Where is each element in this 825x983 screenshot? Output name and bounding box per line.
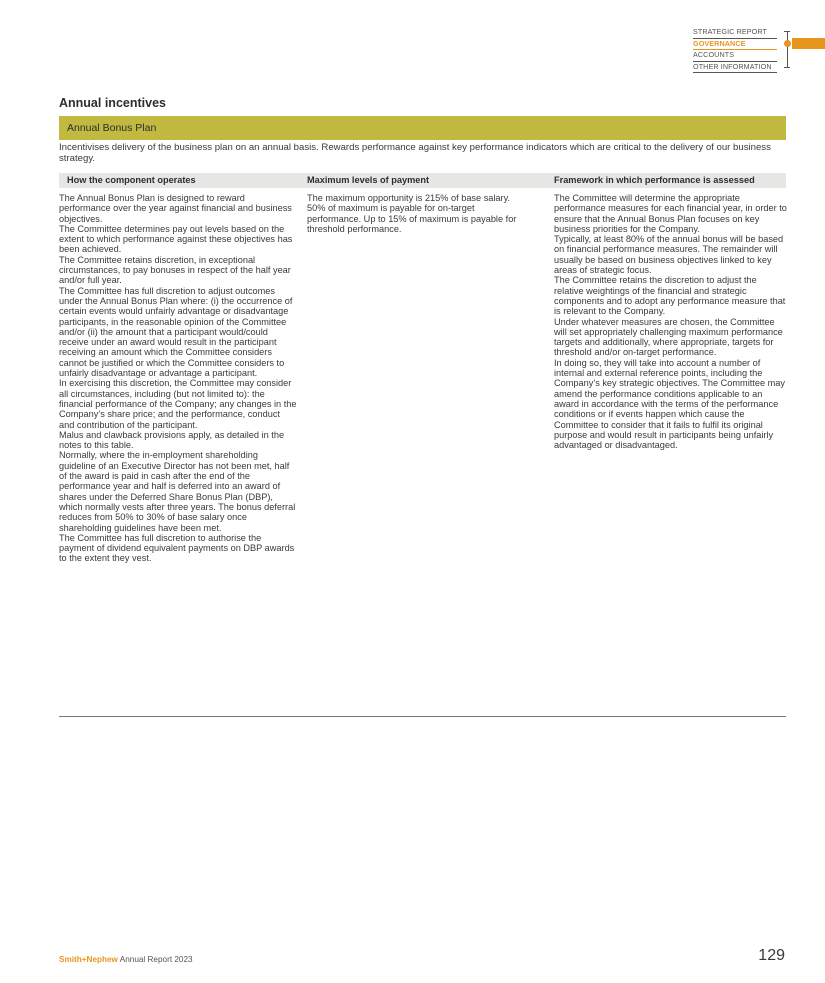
paragraph: In doing so, they will take into account a number of internal and external reference points, including the Company’s key strategic objectives. The Committee may amend the performance conditions applicable to an award in accordance with the terms of the performance conditions or if events happen which cause the Committee to consider that it fails to fulfil its original purpose and would result in participants being unfairly advantaged or disadvantaged.	[554, 357, 785, 451]
paragraph: Malus and clawback provisions apply, as detailed in the notes to this table.	[59, 429, 285, 451]
paragraph: The Committee retains discretion, in exceptional circumstances, to pay bonuses in respect of the half year and/or full year.	[59, 254, 291, 286]
paragraph: In exercising this discretion, the Committee may consider all circumstances, including (but not limited to): the financial performance of the Company; any changes in the Company’s share price; and the performance, conduct and contribution of the participant.	[59, 378, 297, 430]
paragraph: The Committee has full discretion to authorise the payment of dividend equivalent payments on DBP awards to the extent they vest.	[59, 532, 295, 564]
paragraph: 50% of maximum is payable for on-target performance. Up to 15% of maximum is payable for threshold performance.	[307, 203, 517, 234]
nav-track-line	[787, 31, 788, 68]
column-how-it-operates	[59, 193, 297, 564]
table-bottom-rule	[59, 716, 786, 717]
nav-active-marker-icon	[784, 40, 791, 47]
page-number: 129	[758, 947, 785, 964]
plan-intro: Incentivises delivery of the business plan on an annual basis. Rewards performance against key performance indicators which are critical to the delivery of our business strategy.	[59, 142, 771, 164]
header-maximum-levels: Maximum levels of payment	[307, 175, 430, 185]
nav-governance[interactable]: GOVERNANCE	[693, 39, 777, 51]
column-performance-framework	[554, 193, 788, 450]
footer	[59, 955, 193, 964]
nav-other-information[interactable]: OTHER INFORMATION	[693, 62, 777, 74]
header-performance-framework: Framework in which performance is assessed	[554, 175, 755, 185]
paragraph: The maximum opportunity is 215% of base salary.	[307, 193, 511, 203]
footer-report-title: Annual Report 2023	[119, 955, 193, 964]
nav-active-tab	[792, 38, 825, 49]
footer-brand: Smith+Nephew	[59, 955, 118, 964]
paragraph: The Committee will determine the appropriate performance measures for each financial year, in order to ensure that the Annual Bonus Plan focuses on key business priorities for the Company.	[554, 193, 787, 234]
section-heading: Annual incentives	[59, 96, 166, 110]
paragraph: Under whatever measures are chosen, the Committee will set appropriately challenging maximum performance targets and additionally, where appropriate, targets for threshold and/or on-target performance.	[554, 316, 783, 358]
nav-tick-top	[784, 31, 790, 32]
paragraph: The Committee retains the discretion to adjust the relative weightings of the financial and strategic components and to adopt any performance measure that is relevant to the Company.	[554, 275, 786, 317]
nav-tick-bottom	[784, 67, 790, 68]
section-nav	[693, 27, 793, 73]
nav-strategic-report[interactable]: STRATEGIC REPORT	[693, 27, 777, 39]
table-header	[59, 173, 786, 188]
column-maximum-levels	[307, 193, 519, 234]
paragraph: The Committee has full discretion to adjust outcomes under the Annual Bonus Plan where: (i) the occurrence of certain events would unfairly advantage or disadvantage participants, in the reasonable opinion of the Committee and/or (ii) the amount that a participant would/could receive under an award would result in the participant receiving an amount which the Committee considers cannot be justified or which the Committee considers to unfairly disadvantage or advantage a participant.	[59, 285, 293, 379]
paragraph: Normally, where the in-employment shareholding guideline of an Executive Director has not been met, half of the award is paid in cash after the end of the performance year and half is deferred into an award of shares under the Deferred Share Bonus Plan (DBP), which normally vests after three years. The bonus deferral reduces from 50% to 30% of base salary once shareholding guidelines have been met.	[59, 450, 296, 533]
nav-accounts[interactable]: ACCOUNTS	[693, 50, 777, 62]
header-how-it-operates: How the component operates	[67, 175, 196, 185]
plan-title-bar: Annual Bonus Plan	[59, 116, 786, 140]
paragraph: The Committee determines pay out levels based on the extent to which performance against these objectives has been achieved.	[59, 223, 293, 255]
paragraph: The Annual Bonus Plan is designed to reward performance over the year against financial and business objectives.	[59, 193, 292, 224]
paragraph: Typically, at least 80% of the annual bonus will be based on financial performance measures. The remainder will usually be based on business objectives linked to key areas of strategic focus.	[554, 234, 784, 276]
